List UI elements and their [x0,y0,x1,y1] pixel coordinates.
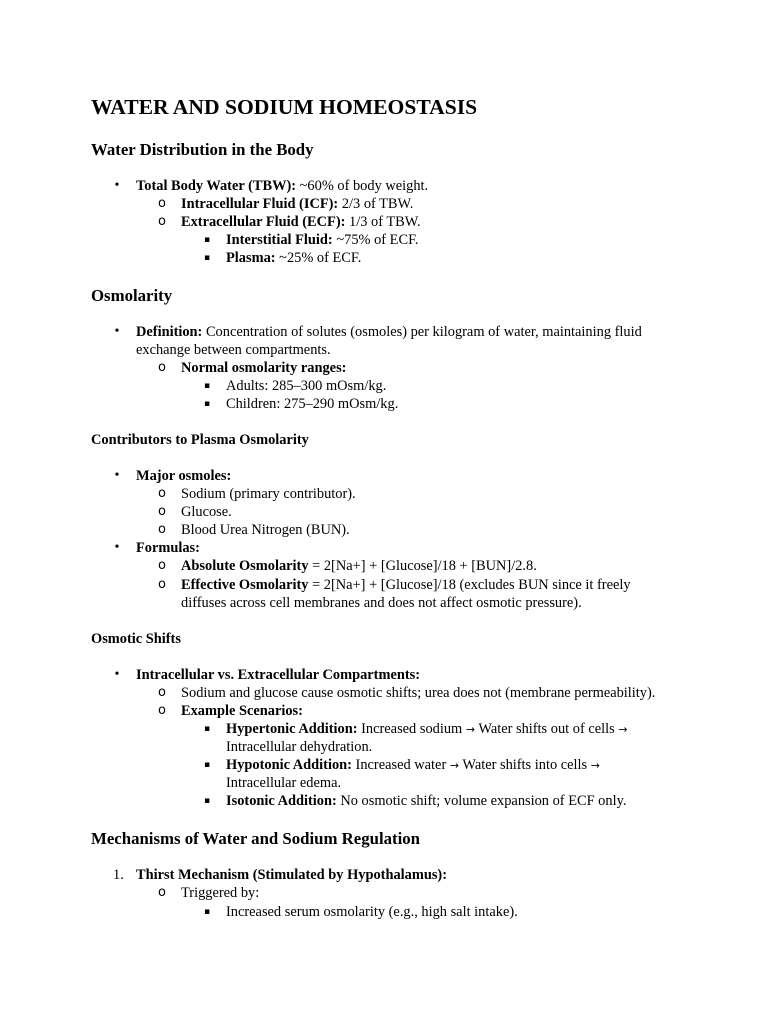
list-item-absolute-osmolarity [181,557,537,575]
list-item-hypotonic [226,756,600,775]
term-label: Isotonic Addition: [226,793,337,809]
term-text: = 2[Na+] + [Glucose]/18 (excludes BUN since it freely [308,577,631,593]
term-text: ~25% of ECF. [275,250,362,266]
section-heading-osmolarity: Osmolarity [91,286,173,305]
term-text: ~75% of ECF. [332,232,419,248]
arrow-right-icon: → [449,759,460,772]
list-item-major-osmoles: Major osmoles: [136,468,232,484]
term-label: Absolute Osmolarity [181,558,309,574]
term-label: Intracellular Fluid (ICF): [181,196,339,212]
term-text: No osmotic shift; volume expansion of ECF only. [336,793,627,809]
bullet-disc: • [114,540,120,555]
list-item-formulas: Formulas: [136,540,200,556]
list-item-children: Children: 275–290 mOsm/kg. [226,396,399,412]
term-text: Water shifts into cells [459,757,591,773]
list-item-interstitial [226,231,419,249]
section-heading-contributors: Contributors to Plasma Osmolarity [91,432,309,448]
bullet-disc: • [114,324,120,339]
term-text: = 2[Na+] + [Glucose]/18 + [BUN]/2.8. [308,558,537,574]
bullet-disc: • [114,468,120,483]
section-heading-water-distribution: Water Distribution in the Body [91,140,314,159]
bullet-square: ▪ [203,253,211,263]
term-label: Hypertonic Addition: [226,721,358,737]
bullet-circle: o [158,196,166,211]
list-item-definition [136,323,642,341]
bullet-circle: o [158,685,166,700]
list-item-compartments: Intracellular vs. Extracellular Compartments: [136,667,421,683]
bullet-circle: o [158,577,166,592]
bullet-circle: o [158,214,166,229]
list-item-hypertonic-cont: Intracellular dehydration. [226,739,373,755]
list-item-plasma [226,249,361,267]
list-item-definition-cont: exchange between compartments. [136,342,331,358]
list-number: 1. [113,867,124,883]
list-item-hypertonic [226,720,628,739]
list-item-icf [181,195,413,213]
term-text: 2/3 of TBW. [338,196,414,212]
term-text: ~60% of body weight. [296,178,429,194]
bullet-circle: o [158,558,166,573]
bullet-circle: o [158,360,166,375]
list-item-isotonic [226,792,626,810]
list-item-glucose: Glucose. [181,504,232,520]
arrow-right-icon: → [618,723,628,736]
section-heading-mechanisms: Mechanisms of Water and Sodium Regulation [91,829,420,848]
list-item-hypotonic-cont: Intracellular edema. [226,775,342,791]
list-item-triggered: Triggered by: [181,885,260,901]
bullet-circle: o [158,486,166,501]
bullet-square: ▪ [203,760,211,770]
list-item-increased-osmolarity: Increased serum osmolarity (e.g., high salt intake). [226,904,518,920]
term-text: Concentration of solutes (osmoles) per kilogram of water, maintaining fluid [202,324,642,340]
bullet-circle: o [158,703,166,718]
bullet-circle: o [158,885,166,900]
list-item-shift-text: Sodium and glucose cause osmotic shifts; urea does not (membrane permeability). [181,685,656,701]
list-item-thirst: Thirst Mechanism (Stimulated by Hypothalamus): [136,867,448,883]
term-label: Plasma: [226,250,276,266]
term-label: Interstitial Fluid: [226,232,333,248]
bullet-square: ▪ [203,907,211,917]
list-item-bun: Blood Urea Nitrogen (BUN). [181,522,350,538]
arrow-right-icon: → [465,723,476,736]
list-item-effective-osmolarity [181,576,631,594]
list-item-adults: Adults: 285–300 mOsm/kg. [226,378,387,394]
term-label: Definition: [136,324,203,340]
term-label: Effective Osmolarity [181,577,309,593]
list-item-sodium: Sodium (primary contributor). [181,486,356,502]
term-label: Extracellular Fluid (ECF): [181,214,346,230]
document-title: WATER AND SODIUM HOMEOSTASIS [91,95,478,119]
bullet-square: ▪ [203,235,211,245]
section-heading-osmotic-shifts: Osmotic Shifts [91,631,181,647]
bullet-square: ▪ [203,381,211,391]
term-label: Total Body Water (TBW): [136,178,297,194]
bullet-square: ▪ [203,796,211,806]
list-item-scenarios: Example Scenarios: [181,703,303,719]
list-item-tbw [136,177,428,195]
bullet-disc: • [114,667,120,682]
term-text: Increased water [351,757,450,773]
list-item-ecf [181,213,421,231]
term-label: Hypotonic Addition: [226,757,352,773]
term-text: 1/3 of TBW. [345,214,421,230]
list-item-ranges: Normal osmolarity ranges: [181,360,347,376]
term-text: Water shifts out of cells [475,721,619,737]
term-text: Increased sodium [357,721,466,737]
list-item-effective-osmolarity-cont: diffuses across cell membranes and does not affect osmotic pressure). [181,595,582,611]
bullet-disc: • [114,178,120,193]
bullet-circle: o [158,522,166,537]
arrow-right-icon: → [590,759,600,772]
bullet-square: ▪ [203,399,211,409]
bullet-square: ▪ [203,724,211,734]
bullet-circle: o [158,504,166,519]
